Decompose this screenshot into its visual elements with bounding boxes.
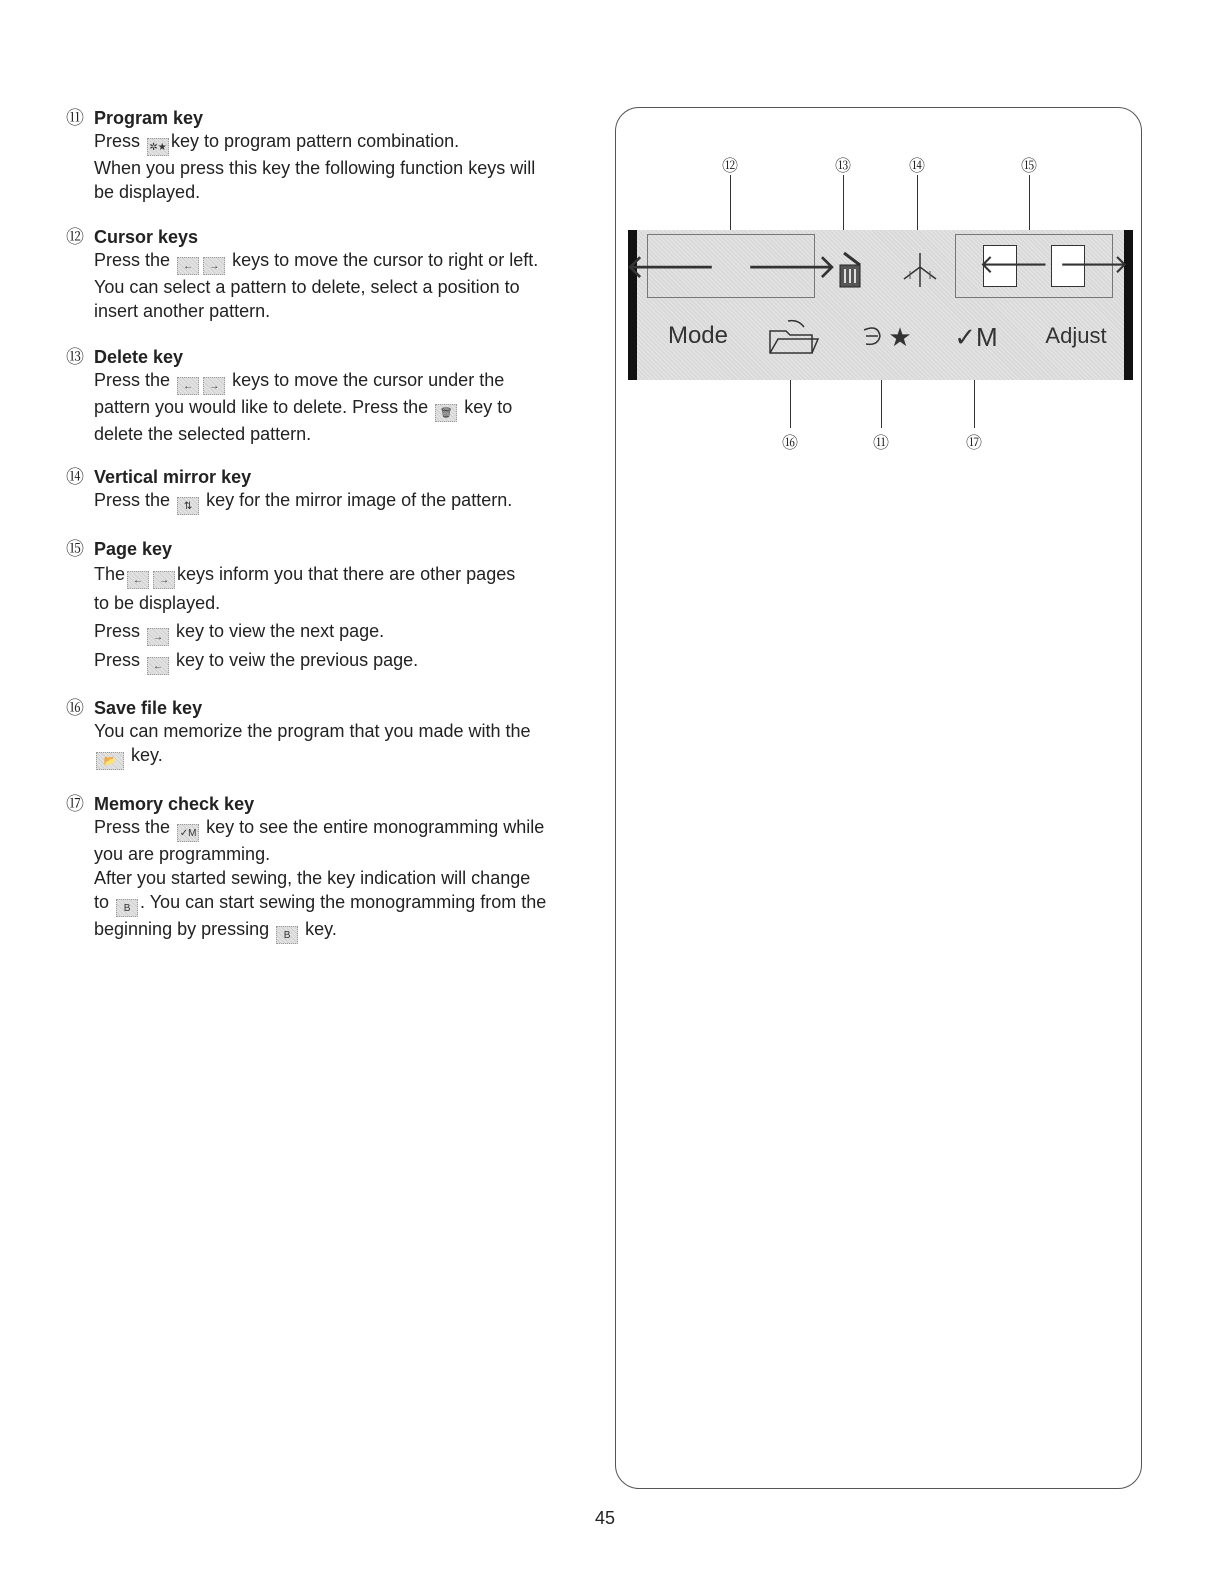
- left-arrow-icon: ←: [177, 257, 199, 275]
- save-file-key[interactable]: [757, 314, 827, 360]
- left-arrow-icon[interactable]: 🡐: [624, 247, 716, 286]
- section-number: ⑭: [66, 467, 84, 487]
- line-text: insert another pattern.: [94, 301, 271, 321]
- left-arrow-icon: ←: [177, 377, 199, 395]
- page-keys-group: [955, 234, 1129, 298]
- callout-16: ⑯: [781, 435, 798, 452]
- folder-icon: 📂: [96, 752, 124, 770]
- line-text: Press the: [94, 490, 171, 510]
- line-text: Press the: [94, 250, 171, 270]
- line-text: Press: [94, 650, 141, 670]
- section-title: Save file key: [94, 698, 203, 718]
- page-number: 45: [594, 1508, 616, 1528]
- line-text: be displayed.: [94, 182, 201, 202]
- section-number: ⑬: [66, 347, 84, 367]
- line-text: key to veiw the previous page.: [176, 650, 419, 670]
- callout-11: ⑪: [872, 435, 889, 452]
- section-title: Vertical mirror key: [94, 467, 252, 487]
- line-text: You can memorize the program that you made with the: [94, 721, 531, 741]
- line-text: to: [94, 892, 110, 912]
- line-text: Press the: [94, 370, 171, 390]
- section-number: ⑪: [66, 108, 84, 128]
- star-icon: ★: [888, 321, 912, 352]
- page-next-key[interactable]: [1045, 243, 1129, 289]
- trash-icon: [836, 249, 866, 289]
- right-arrow-icon[interactable]: 🡒: [746, 247, 838, 286]
- mode-key[interactable]: Mode: [667, 322, 729, 349]
- line-text: beginning by pressing: [94, 919, 270, 939]
- line-text: key to: [464, 397, 513, 417]
- lcd-screen: [624, 230, 1133, 380]
- memory-check-key[interactable]: ✓M: [954, 321, 998, 352]
- line-text: key to program pattern combination.: [171, 131, 460, 151]
- mirror-icon: ⇅: [177, 497, 199, 515]
- line-text: Press: [94, 621, 141, 641]
- page-prev-icon: ←: [147, 657, 169, 675]
- line-text: You can select a pattern to delete, select a position to: [94, 277, 520, 297]
- page-next-icon: →: [153, 571, 175, 589]
- mirror-key[interactable]: [895, 244, 945, 294]
- section-delete-key: [66, 346, 606, 446]
- page-prev-icon: 🡐: [979, 249, 1049, 279]
- line-text: key to view the next page.: [176, 621, 385, 641]
- leader-line: [1029, 175, 1030, 235]
- adjust-key[interactable]: Adjust: [1045, 323, 1107, 348]
- section-cursor-keys: [66, 226, 606, 323]
- section-number: ⑮: [66, 539, 84, 559]
- b-key-icon: B: [276, 926, 298, 944]
- page-next-icon: →: [147, 628, 169, 646]
- section-title: Delete key: [94, 347, 184, 367]
- section-number: ⑰: [66, 794, 84, 814]
- folder-icon: [764, 317, 820, 357]
- callout-14: ⑭: [908, 158, 925, 175]
- line-text: to be displayed.: [94, 593, 221, 613]
- section-title: Page key: [94, 539, 173, 559]
- line-text: you are programming.: [94, 844, 271, 864]
- section-save-file-key: [66, 697, 606, 770]
- line-text: delete the selected pattern.: [94, 424, 312, 444]
- program-key-icon: ✲★: [147, 138, 169, 156]
- line-text: The: [94, 564, 126, 584]
- line-text: . You can start sewing the monogramming from the: [140, 892, 547, 912]
- memory-check-icon: ✓M: [177, 824, 199, 842]
- line-text: Press the: [94, 817, 171, 837]
- line-text: keys inform you that there are other pages: [177, 564, 516, 584]
- section-program-key: [66, 107, 606, 204]
- cursor-keys-group: [624, 234, 838, 298]
- section-title: Program key: [94, 108, 204, 128]
- line-text: key to see the entire monogramming while: [206, 817, 545, 837]
- b-key-icon: B: [116, 899, 138, 917]
- trash-icon: 🗑: [435, 404, 457, 422]
- line-text: Press: [94, 131, 141, 151]
- delete-key[interactable]: [829, 244, 873, 294]
- line-text: key.: [305, 919, 337, 939]
- section-number: ⑫: [66, 227, 84, 247]
- callout-15: ⑮: [1020, 158, 1037, 175]
- callout-17: ⑰: [965, 435, 982, 452]
- line-text: pattern you would like to delete. Press the: [94, 397, 429, 417]
- page-prev-key[interactable]: [973, 243, 1049, 289]
- line-text: After you started sewing, the key indication will change: [94, 868, 531, 888]
- page-next-icon: 🡒: [1059, 249, 1129, 279]
- line-text: key.: [131, 745, 163, 765]
- section-number: ⑯: [66, 698, 84, 718]
- line-text: keys to move the cursor to right or left.: [232, 250, 539, 270]
- line-text: keys to move the cursor under the: [232, 370, 505, 390]
- leader-line: [730, 175, 731, 235]
- section-page-key: [66, 538, 606, 675]
- program-swirl-icon: [858, 322, 888, 352]
- right-arrow-icon: →: [203, 257, 225, 275]
- mirror-icon: [900, 249, 940, 289]
- line-text: key for the mirror image of the pattern.: [206, 490, 513, 510]
- line-text: When you press this key the following function keys will: [94, 158, 536, 178]
- section-memory-check-key: [66, 793, 606, 944]
- page-prev-icon: ←: [127, 571, 149, 589]
- callout-12: ⑫: [721, 158, 738, 175]
- callout-13: ⑬: [834, 158, 851, 175]
- right-arrow-icon: →: [203, 377, 225, 395]
- section-vertical-mirror-key: [66, 466, 606, 515]
- section-title: Memory check key: [94, 794, 255, 814]
- program-key[interactable]: [851, 314, 919, 360]
- section-title: Cursor keys: [94, 227, 199, 247]
